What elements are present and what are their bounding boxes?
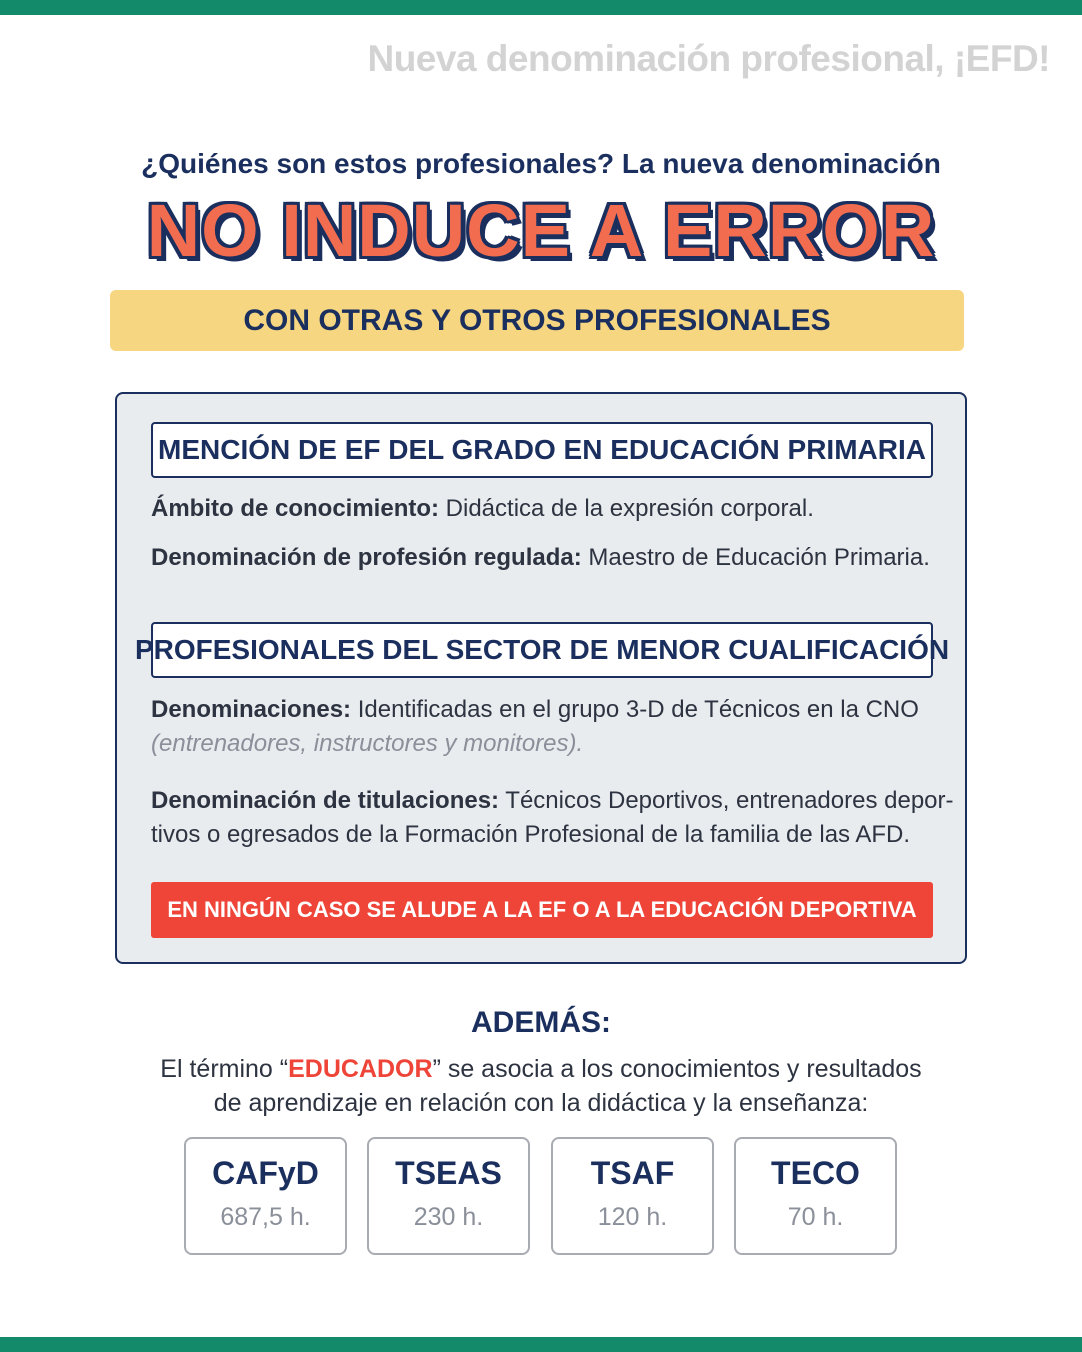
warning-text: EN NINGÚN CASO SE ALUDE A LA EF O A LA EDUCACIÓN DEPORTIVA bbox=[167, 897, 917, 922]
ambito-value: Didáctica de la expresión corporal. bbox=[439, 495, 814, 522]
ademas-line2: de aprendizaje en relación con la didáctica y la enseñanza: bbox=[213, 1089, 869, 1117]
card-name: TECO bbox=[771, 1155, 860, 1191]
ademas-line1-start: El término “ bbox=[160, 1055, 289, 1083]
ademas-line1-end: ” se asocia a los conocimientos y resultados bbox=[432, 1055, 922, 1083]
card-hours: 70 h. bbox=[787, 1203, 844, 1231]
ambito-label: Ámbito de conocimiento: bbox=[151, 495, 439, 522]
educador-highlight: EDUCADOR bbox=[288, 1055, 433, 1083]
card-name: TSEAS bbox=[395, 1155, 502, 1191]
denominaciones-note: (entrenadores, instructores y monitores). bbox=[151, 730, 584, 757]
card-hours: 230 h. bbox=[413, 1203, 484, 1231]
top-green-bar bbox=[0, 0, 1082, 15]
ademas-title: ADEMÁS: bbox=[471, 1006, 611, 1039]
section2-denominaciones-note-line bbox=[151, 727, 941, 761]
section1-title: MENCIÓN DE EF DEL GRADO EN EDUCACIÓN PRIMARIA bbox=[158, 434, 926, 465]
card-tseas bbox=[367, 1137, 530, 1255]
card-cafyd bbox=[184, 1137, 347, 1255]
card-teco bbox=[734, 1137, 897, 1255]
section1-ambito bbox=[151, 492, 941, 526]
bottom-green-bar bbox=[0, 1337, 1082, 1352]
section1-profesion bbox=[151, 541, 941, 575]
banner-text: CON OTRAS Y OTROS PROFESIONALES bbox=[243, 303, 831, 337]
section2-titulaciones bbox=[151, 784, 954, 818]
section1-title-box bbox=[151, 422, 933, 478]
profesion-label: Denominación de profesión regulada: bbox=[151, 544, 582, 571]
card-name: CAFyD bbox=[212, 1155, 319, 1191]
titulaciones-label: Denominación de titulaciones: bbox=[151, 787, 500, 814]
denominaciones-label: Denominaciones: bbox=[151, 696, 352, 723]
card-name: TSAF bbox=[590, 1155, 675, 1191]
headline: NO INDUCE A ERROR bbox=[146, 189, 936, 272]
hours-cards bbox=[184, 1137, 898, 1255]
titulaciones-value-2: tivos o egresados de la Formación Profesional de la familia de las AFD. bbox=[151, 821, 911, 848]
denominaciones-value: Identificadas en el grupo 3-D de Técnicos en la CNO bbox=[351, 696, 919, 723]
header-tagline: Nueva denominación profesional, ¡EFD! bbox=[367, 38, 1050, 79]
banner bbox=[110, 290, 964, 351]
section2-denominaciones bbox=[151, 693, 941, 727]
profesion-value: Maestro de Educación Primaria. bbox=[581, 544, 930, 571]
card-hours: 687,5 h. bbox=[220, 1203, 311, 1231]
info-panel bbox=[115, 392, 967, 964]
ademas-line1 bbox=[0, 1052, 1082, 1086]
card-tsaf bbox=[551, 1137, 714, 1255]
subtitle: ¿Quiénes son estos profesionales? La nueva denominación bbox=[141, 148, 941, 179]
ademas-paragraph bbox=[0, 1052, 1082, 1120]
card-hours: 120 h. bbox=[597, 1203, 668, 1231]
section2-title-box bbox=[134, 622, 950, 678]
section2-titulaciones-cont bbox=[151, 818, 941, 852]
warning-bar bbox=[151, 882, 933, 938]
titulaciones-value-1: Técnicos Deportivos, entrenadores depor- bbox=[499, 787, 954, 814]
section2-title: PROFESIONALES DEL SECTOR DE MENOR CUALIFICACIÓN bbox=[134, 634, 950, 665]
